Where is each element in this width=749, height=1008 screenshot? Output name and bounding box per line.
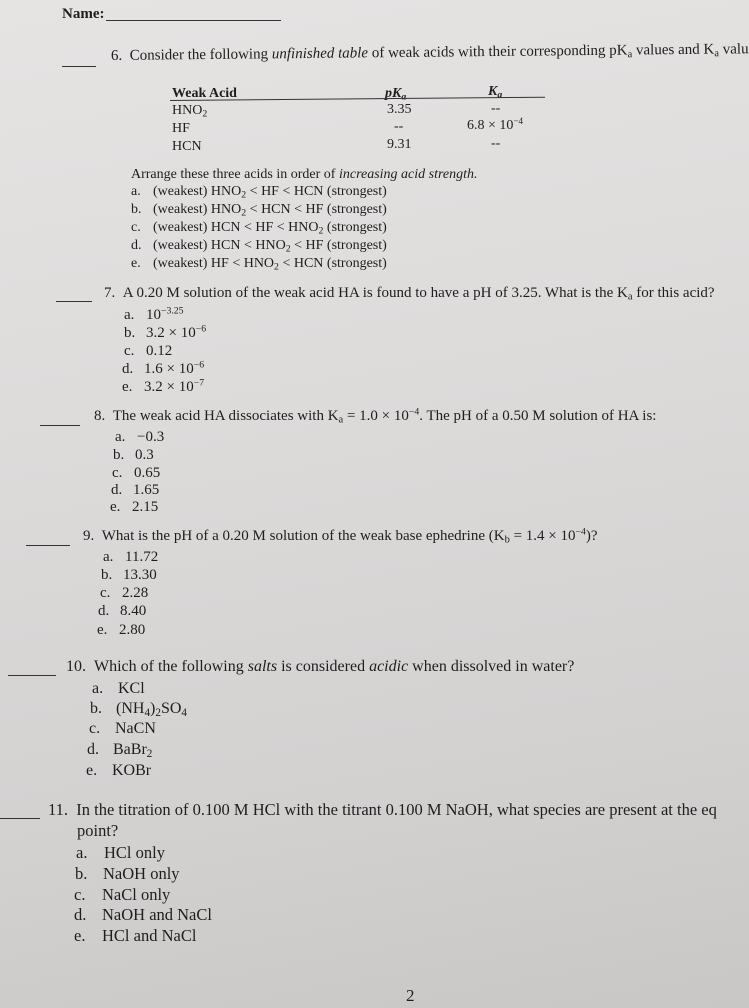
- name-label: Name:: [62, 6, 105, 22]
- emphasis: unfinished table: [271, 45, 369, 63]
- text: 3.2 × 10: [146, 325, 196, 341]
- answer-blank-q10[interactable]: [8, 675, 56, 676]
- option-letter: b.: [90, 700, 102, 717]
- superscript: −4: [575, 526, 586, 538]
- text: 2.28: [122, 585, 149, 601]
- table-row-pka: --: [394, 119, 404, 134]
- option-8d[interactable]: [111, 482, 159, 499]
- text: valu: [718, 41, 749, 58]
- text: BaBr: [113, 741, 147, 758]
- question-number: 8.: [94, 408, 106, 424]
- text: (strongest): [323, 220, 387, 235]
- subscript: 2: [318, 225, 324, 237]
- option-letter: a.: [103, 549, 114, 565]
- option-8a[interactable]: [115, 429, 164, 446]
- text: NaOH only: [103, 864, 180, 883]
- option-9b[interactable]: [101, 567, 157, 584]
- option-letter: d.: [122, 361, 134, 377]
- option-8b[interactable]: [113, 447, 154, 464]
- option-letter: e.: [122, 379, 133, 395]
- option-11b[interactable]: [75, 864, 180, 884]
- option-11e[interactable]: [74, 926, 196, 946]
- option-6c[interactable]: [131, 220, 387, 236]
- text: What is the pH of a 0.20 M solution of the weak base ephedrine (K: [101, 528, 505, 544]
- text: values and K: [632, 41, 715, 59]
- subscript: 2: [241, 189, 247, 201]
- option-letter: c.: [100, 585, 111, 601]
- text: 2.80: [119, 622, 146, 638]
- answer-blank-q9[interactable]: [26, 545, 70, 546]
- table-header-pka: [385, 86, 406, 102]
- table-row-acid: [172, 103, 207, 119]
- superscript: −3.25: [161, 305, 184, 317]
- option-letter: c.: [112, 465, 123, 481]
- option-11a[interactable]: [76, 843, 165, 863]
- text: ): [150, 700, 156, 717]
- text: < HF (strongest): [290, 238, 387, 253]
- question-number: 7.: [104, 285, 116, 301]
- option-7e[interactable]: [122, 379, 204, 396]
- text: KOBr: [112, 762, 152, 779]
- answer-blank-q7[interactable]: [56, 301, 92, 302]
- text: 0.12: [146, 343, 173, 359]
- text: 10: [146, 307, 161, 323]
- option-letter: c.: [89, 720, 101, 737]
- option-letter: a.: [115, 429, 126, 445]
- option-letter: e.: [97, 622, 108, 638]
- text: (weakest): [153, 184, 211, 199]
- table-row-pka: 3.35: [387, 102, 412, 117]
- question-6-text: [111, 41, 749, 65]
- question-6-prompt: [131, 167, 478, 183]
- option-letter: a.: [92, 680, 104, 697]
- option-9d[interactable]: [98, 603, 146, 620]
- subscript: 2: [285, 243, 291, 255]
- text: < HF < HCN (strongest): [246, 184, 387, 199]
- text: 8.40: [120, 603, 147, 619]
- text: 3.2 × 10: [144, 379, 194, 395]
- text: HCN < HF < HNO: [210, 220, 319, 235]
- option-letter: c.: [74, 885, 86, 904]
- text: of weak acids with their corresponding pK: [367, 42, 628, 62]
- option-letter: a.: [124, 307, 135, 323]
- subscript: 2: [274, 261, 279, 273]
- option-letter: a.: [131, 184, 141, 199]
- text: HCN < HNO: [210, 238, 286, 253]
- text: HCl and NaCl: [102, 926, 197, 945]
- text: (weakest): [153, 238, 211, 253]
- option-8e[interactable]: [110, 499, 158, 516]
- option-7a[interactable]: [124, 307, 184, 324]
- superscript: −4: [408, 406, 420, 418]
- subscript: a: [401, 91, 407, 103]
- emphasis: acidic: [369, 658, 409, 675]
- option-6b[interactable]: [131, 202, 387, 218]
- table-row-acid: HCN: [172, 139, 202, 154]
- text: A 0.20 M solution of the weak acid HA is found to have a pH of 3.25. What is the K: [122, 285, 628, 301]
- subscript: a: [627, 49, 633, 61]
- question-number: 11.: [48, 800, 69, 819]
- option-6a[interactable]: [131, 184, 387, 200]
- emphasis: salts: [247, 658, 278, 675]
- superscript: −4: [513, 116, 524, 126]
- text: pK: [385, 86, 402, 101]
- text: In the titration of 0.100 M HCl with the titrant 0.100 M NaOH, what species are present at the eq: [76, 800, 717, 819]
- subscript: a: [627, 291, 633, 303]
- question-9-text: [83, 528, 598, 545]
- text: (NH: [116, 700, 145, 717]
- text: KCl: [118, 680, 145, 697]
- text: )?: [585, 528, 598, 544]
- page-number: 2: [406, 986, 415, 1005]
- text: (weakest): [153, 202, 211, 217]
- superscript: −6: [193, 359, 205, 371]
- text: −0.3: [137, 429, 165, 445]
- text: < HCN < HF (strongest): [246, 202, 387, 217]
- subscript: a: [714, 48, 720, 60]
- text: < HCN (strongest): [278, 256, 387, 271]
- text: Consider the following: [129, 46, 272, 64]
- question-8-text: [94, 408, 656, 425]
- option-letter: c.: [124, 343, 135, 359]
- option-letter: d.: [87, 741, 99, 758]
- option-letter: e.: [110, 499, 121, 515]
- answer-blank-q8[interactable]: [40, 425, 80, 426]
- answer-blank-q11[interactable]: [0, 818, 40, 819]
- option-letter: b.: [124, 325, 136, 341]
- text: for this acid?: [632, 285, 715, 301]
- text: 1.6 × 10: [144, 361, 194, 377]
- question-10-text: [66, 658, 574, 676]
- option-letter: a.: [76, 843, 88, 862]
- superscript: −6: [195, 323, 207, 335]
- text: 2.15: [132, 499, 159, 515]
- table-row-ka: [467, 118, 523, 134]
- name-field-line[interactable]: [106, 20, 281, 21]
- text: HF < HNO: [210, 256, 275, 271]
- text: 0.65: [134, 465, 161, 481]
- table-row-acid: HF: [172, 121, 190, 136]
- question-7-text: [104, 285, 715, 302]
- option-letter: e.: [86, 762, 98, 779]
- text: (weakest): [153, 220, 211, 235]
- option-letter: b.: [75, 864, 88, 883]
- text: NaCl only: [102, 885, 171, 904]
- text: 13.30: [123, 567, 157, 583]
- text: HNO: [210, 184, 242, 199]
- text: HNO: [210, 202, 242, 217]
- option-10a[interactable]: [92, 680, 145, 698]
- text: K: [488, 84, 498, 99]
- subscript: 4: [181, 706, 187, 719]
- subscript: 2: [202, 108, 208, 120]
- text: HNO: [172, 103, 203, 118]
- text: when dissolved in water?: [408, 658, 575, 675]
- subscript: 4: [144, 706, 151, 719]
- option-letter: d.: [131, 238, 142, 253]
- option-7d[interactable]: [122, 361, 204, 378]
- table-row-ka: --: [491, 136, 501, 151]
- question-number: 6.: [110, 47, 123, 64]
- question-number: 10.: [66, 658, 86, 675]
- subscript: 2: [241, 207, 247, 219]
- subscript: 2: [146, 747, 153, 760]
- option-letter: d.: [98, 603, 110, 619]
- subscript: b: [504, 534, 510, 546]
- subscript: a: [497, 89, 503, 101]
- option-10d[interactable]: [87, 741, 152, 759]
- table-row-ka: --: [491, 101, 501, 116]
- option-letter: b.: [113, 447, 125, 463]
- subscript: a: [338, 414, 344, 426]
- option-9a[interactable]: [103, 549, 158, 566]
- option-11d[interactable]: [74, 905, 212, 925]
- option-7b[interactable]: [124, 325, 206, 342]
- text: The weak acid HA dissociates with K: [112, 408, 339, 424]
- text: (weakest): [153, 256, 211, 271]
- superscript: −7: [193, 377, 205, 389]
- option-8c[interactable]: [112, 465, 160, 482]
- text: = 1.4 × 10: [509, 528, 576, 544]
- text: = 1.0 × 10: [343, 408, 409, 424]
- option-letter: d.: [74, 905, 87, 924]
- text: Arrange these three acids in order of: [131, 167, 339, 182]
- text: 0.3: [135, 447, 154, 463]
- option-7c[interactable]: [124, 343, 172, 360]
- text: 11.72: [125, 549, 159, 565]
- option-9c[interactable]: [100, 585, 148, 602]
- text: Which of the following: [94, 658, 248, 675]
- option-letter: c.: [131, 220, 141, 235]
- question-number: 9.: [83, 528, 95, 544]
- text: 1.65: [133, 482, 160, 498]
- table-row-pka: 9.31: [387, 137, 412, 152]
- option-11c[interactable]: [74, 885, 170, 905]
- subscript: 2: [155, 706, 161, 719]
- option-6d[interactable]: [131, 238, 387, 254]
- table-header-acid: Weak Acid: [172, 86, 237, 101]
- text: SO: [160, 700, 182, 717]
- option-letter: b.: [131, 202, 142, 217]
- option-6e[interactable]: [131, 256, 387, 272]
- text: HCl only: [104, 843, 165, 862]
- option-9e[interactable]: [97, 622, 145, 639]
- option-10e[interactable]: [86, 762, 151, 780]
- text: NaOH and NaCl: [102, 905, 212, 924]
- text: is considered: [277, 658, 370, 675]
- option-letter: d.: [111, 482, 123, 498]
- option-letter: e.: [74, 926, 86, 945]
- option-letter: b.: [101, 567, 113, 583]
- emphasis: increasing acid strength.: [338, 167, 478, 182]
- text: NaCN: [115, 720, 156, 737]
- answer-blank-q6[interactable]: [62, 66, 96, 67]
- option-letter: e.: [131, 256, 141, 271]
- question-11-text: [48, 800, 717, 820]
- option-10b[interactable]: [90, 700, 187, 718]
- text: . The pH of a 0.50 M solution of HA is:: [419, 408, 657, 424]
- option-10c[interactable]: [89, 720, 156, 738]
- text: 6.8 × 10: [467, 118, 514, 133]
- question-11-text-line2: point?: [77, 821, 119, 840]
